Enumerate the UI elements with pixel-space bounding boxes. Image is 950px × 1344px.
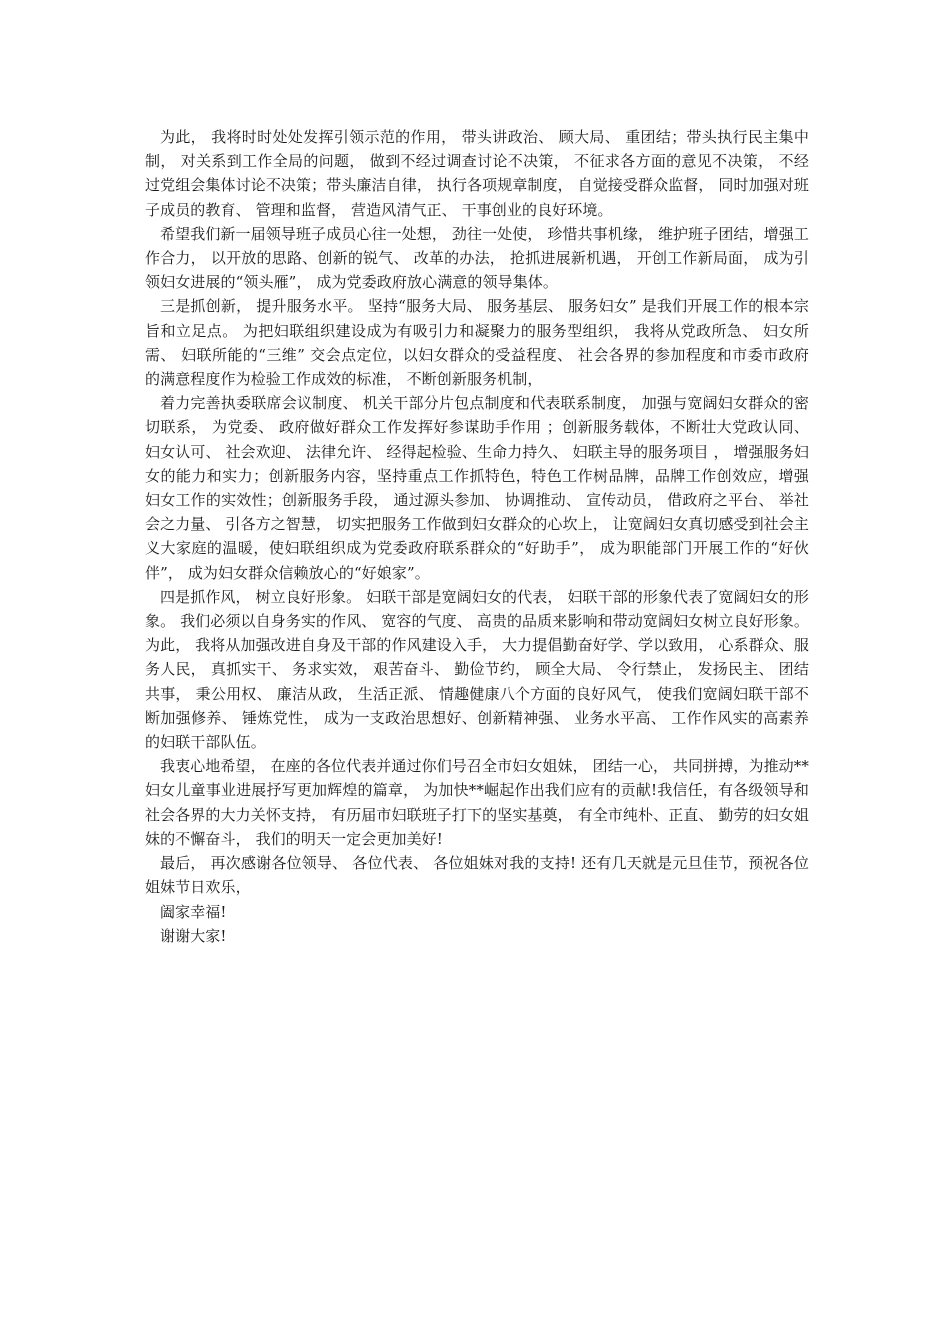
paragraph-family-happiness: 阖家幸福! [160, 902, 227, 921]
document-body [145, 125, 809, 948]
paragraph-work-style: 四是抓作风， 树立良好形象。 妇联干部是宽阔妇女的代表， 妇联干部的形象代表了宽阔妇女的形象。 我们必须以自身务实的作风、 宽容的气度、 高贵的品质来影响和带动宽阔妇女树立良好形象。 为此， 我将从加强改进自身及干部的作风建设入手， 大力提倡勤奋好学、学以致用， 心系群众、服务人民， 真抓实干、 务求实效， 艰苦奋斗、 勤俭节约， 顾全大局、 令行禁止， 发扬民主、 团结共事， 秉公用权、 廉洁从政， 生活正派、 情趣健康八个方面的良好风气， 使我们宽阔妇联干部不断加强修养、 锤炼党性， 成为一支政治思想好、创新精神强、 业务水平高、 工作作风实的高素养的妇联干部队伍。 [145, 587, 809, 752]
paragraph-innovation: 三是抓创新， 提升服务水平。 坚持“服务大局、 服务基层、 服务妇女” 是我们开展工作的根本宗旨和立足点。 为把妇联组织建设成为有吸引力和凝聚力的服务型组织， 我将从党政所急、 妇女所需、 妇联所能的“三维” 交会点定位，以妇女群众的受益程度、 社会各界的参加程度和市委市政府的满意程度作为检验工作成效的标准， 不断创新服务机制， [145, 297, 809, 389]
paragraph-thank-you: 谢谢大家! [160, 926, 227, 945]
paragraph-leadership-example: 为此， 我将时时处处发挥引领示范的作用， 带头讲政治、 顾大局、 重团结；带头执行民主集中制， 对关系到工作全局的问题， 做到不经过调查讨论不决策， 不征求各方面的意见不决策， 不经过党组会集体讨论不决策；带头廉洁自律， 执行各项规章制度， 自觉接受群众监督， 同时加强对班子成员的教育、 管理和监督， 营造风清气正、 干事创业的良好环境。 [145, 128, 809, 219]
paragraph-final-thanks: 最后， 再次感谢各位领导、 各位代表、 各位姐妹对我的支持! 还有几天就是元旦佳节，预祝各位姐妹节日欢乐， [145, 854, 809, 897]
paragraph-service-system: 着力完善执委联席会议制度、 机关干部分片包点制度和代表联系制度， 加强与宽阔妇女群众的密切联系， 为党委、 政府做好群众工作发挥好参谋助手作用 ；创新服务载体，不断壮大党政认同、 妇女认可、 社会欢迎、 法律允许、 经得起检验、生命力持久、 妇联主导的服务项目 ， 增强服务妇女的能力和实力；创新服务内容，坚持重点工作抓特色，特色工作树品牌，品牌工作创效应，增强妇女工作的实效性；创新服务手段， 通过源头参加、 协调推动、 宣传动员， 借政府之平台、 举社会之力量、 引各方之智慧， 切实把服务工作做到妇女群众的心坎上， 让宽阔妇女真切感受到社会主义大家庭的温暖，使妇联组织成为党委政府联系群众的“好助手”， 成为职能部门开展工作的“好伙伴”， 成为妇女群众信赖放心的“好娘家”。 [145, 394, 809, 582]
paragraph-team-hope: 希望我们新一届领导班子成员心往一处想， 劲往一处使， 珍惜共事机缘， 维护班子团结，增强工作合力， 以开放的思路、创新的锐气、 改革的办法， 抢抓进展新机遇， 开创工作新局面， 成为引领妇女进展的“领头雁”， 成为党委政府放心满意的领导集体。 [145, 224, 809, 292]
paragraph-sincere-hope: 我衷心地希望， 在座的各位代表并通过你们号召全市妇女姐妹， 团结一心， 共同拼搏，为推动**妇女儿童事业进展抒写更加辉煌的篇章， 为加快**崛起作出我们应有的贡献!我信任，有各级领导和社会各界的大力关怀支持， 有历届市妇联班子打下的坚实基奠， 有全市纯朴、正直、 勤劳的妇女姐妹的不懈奋斗， 我们的明天一定会更加美好! [145, 757, 809, 848]
